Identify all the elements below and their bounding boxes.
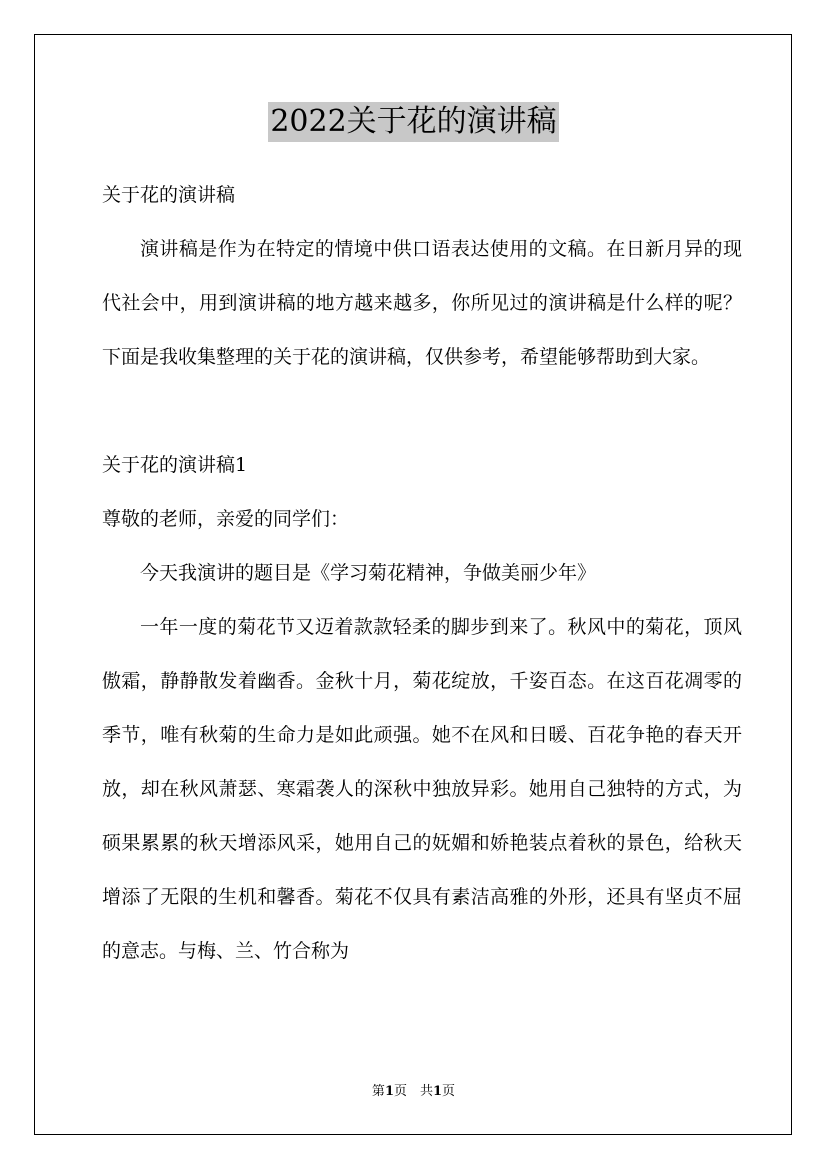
footer-page-prefix: 第 — [371, 1084, 385, 1099]
footer-page-mid: 页 共 — [393, 1084, 433, 1099]
document-body — [102, 168, 742, 978]
paragraph-gap — [102, 384, 742, 438]
greeting: 尊敬的老师，亲爱的同学们： — [102, 508, 350, 530]
footer-page-current: 1 — [384, 1084, 394, 1099]
body-paragraph: 一年一度的菊花节又迈着款款轻柔的脚步到来了。秋风中的菊花，顶风傲霜，静静散发着幽香。金秋十月，菊花绽放，千姿百态。在这百花凋零的季节，唯有秋菊的生命力是如此顽强。她不在风和日暖、百花争艳的春天开放，却在秋风萧瑟、寒霜袭人的深秋中独放异彩。她用自己独特的方式，为硕果累累的秋天增添风采，她用自己的妩媚和娇艳装点着秋的景色，给秋天增添了无限的生机和馨香。菊花不仅具有素洁高雅的外形，还具有坚贞不屈的意志。与梅、兰、竹合称为 — [102, 616, 742, 962]
subtitle: 关于花的演讲稿 — [102, 184, 236, 206]
document-title: 2022关于花的演讲稿 — [268, 102, 558, 142]
title-container — [0, 102, 827, 142]
page-footer — [0, 1083, 827, 1101]
intro-paragraph: 演讲稿是作为在特定的情境中供口语表达使用的文稿。在日新月异的现代社会中，用到演讲稿的地方越来越多，你所见过的演讲稿是什么样的呢？下面是我收集整理的关于花的演讲稿，仅供参考，希望能够帮助到大家。 — [102, 238, 742, 368]
topic-paragraph: 今天我演讲的题目是《学习菊花精神，争做美丽少年》 — [140, 562, 597, 584]
footer-page-suffix: 页 — [442, 1084, 456, 1099]
footer-page-total: 1 — [433, 1084, 443, 1099]
section-heading: 关于花的演讲稿1 — [102, 454, 248, 476]
